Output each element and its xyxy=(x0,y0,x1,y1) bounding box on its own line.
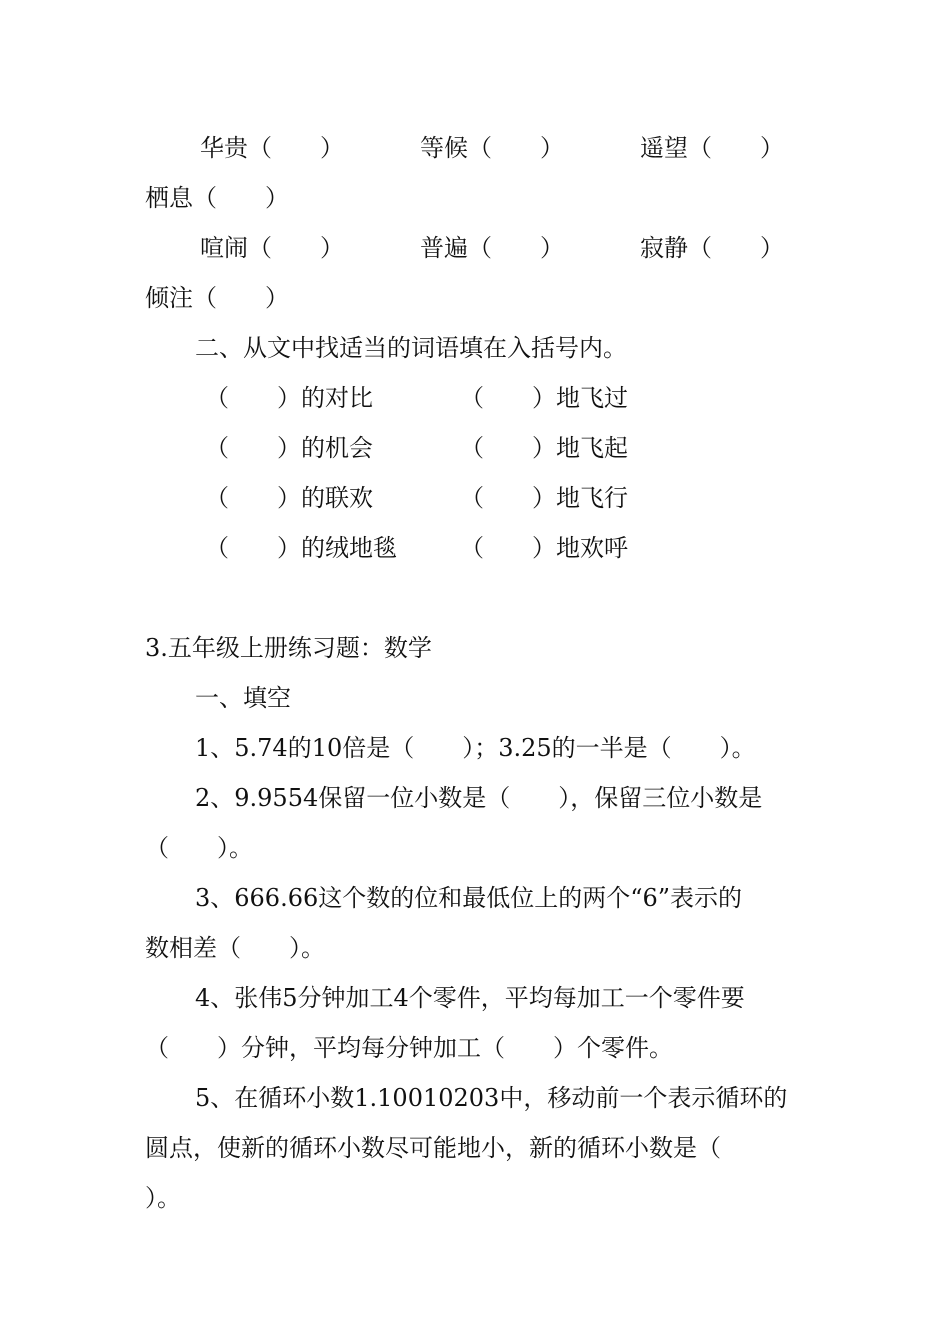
word-blank: 等候（ ） xyxy=(420,134,564,162)
section-heading: 二、从文中找适当的词语填在入括号内。 xyxy=(195,334,627,362)
word-blank: 喧闹（ ） xyxy=(200,234,344,262)
question-line: 2、9.9554保留一位小数是（ ），保留三位小数是 xyxy=(195,784,763,812)
question-line: 圆点，使新的循环小数尽可能地小，新的循环小数是（ xyxy=(145,1134,721,1162)
phrase-blank: （ ）的对比 xyxy=(205,384,373,412)
word-blank: 遥望（ ） xyxy=(640,134,784,162)
word-blank: 寂静（ ） xyxy=(640,234,784,262)
question-line: 3、666.66这个数的位和最低位上的两个“6”表示的 xyxy=(195,884,743,912)
question-line: ）。 xyxy=(145,1184,181,1212)
phrase-blank: （ ）地飞过 xyxy=(460,384,628,412)
question-line: 5、在循环小数1.10010203中，移动前一个表示循环的 xyxy=(195,1084,788,1112)
section-title: 3.五年级上册练习题：数学 xyxy=(145,634,432,662)
phrase-blank: （ ）地飞起 xyxy=(460,434,628,462)
phrase-blank: （ ）的绒地毯 xyxy=(205,534,397,562)
phrase-blank: （ ）的机会 xyxy=(205,434,373,462)
question-line: （ ）分钟，平均每分钟加工（ ）个零件。 xyxy=(145,1034,673,1062)
phrase-blank: （ ）地欢呼 xyxy=(460,534,628,562)
phrase-blank: （ ）地飞行 xyxy=(460,484,628,512)
question-line: 数相差（ ）。 xyxy=(145,934,325,962)
word-blank: 栖息（ ） xyxy=(145,184,289,212)
question-line: 4、张伟5分钟加工4个零件，平均每加工一个零件要 xyxy=(195,984,745,1012)
phrase-blank: （ ）的联欢 xyxy=(205,484,373,512)
word-blank: 倾注（ ） xyxy=(145,284,289,312)
question-line: 1、5.74的10倍是（ ）；3.25的一半是（ ）。 xyxy=(195,734,756,762)
section-subheading: 一、填空 xyxy=(195,684,291,712)
question-line: （ ）。 xyxy=(145,834,253,862)
word-blank: 华贵（ ） xyxy=(200,134,344,162)
word-blank: 普遍（ ） xyxy=(420,234,564,262)
